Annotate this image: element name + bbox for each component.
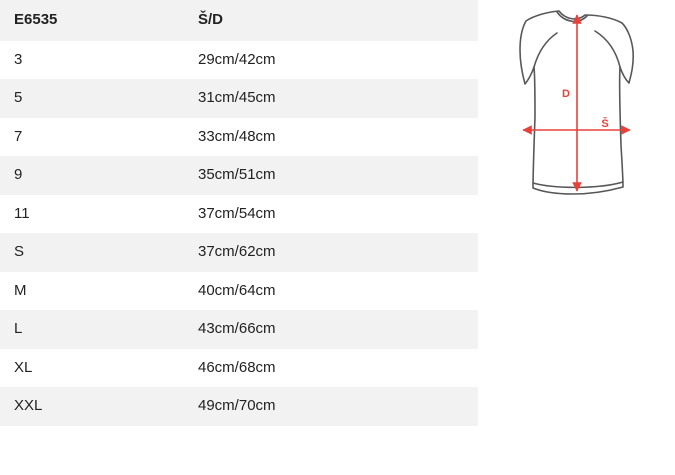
- cell-size: 11: [0, 195, 184, 234]
- table-header-row: [0, 0, 478, 41]
- table-row: [0, 41, 478, 80]
- table-row: [0, 156, 478, 195]
- garment-measurement-diagram: [495, 5, 665, 210]
- cell-measure: 37cm/54cm: [184, 195, 478, 234]
- cell-size: S: [0, 233, 184, 272]
- table-row: [0, 387, 478, 426]
- table-row: [0, 233, 478, 272]
- table-row: [0, 310, 478, 349]
- width-label: Š: [601, 118, 609, 130]
- header-measure: Š/D: [184, 0, 478, 41]
- cell-measure: 31cm/45cm: [184, 79, 478, 118]
- cell-size: 7: [0, 118, 184, 157]
- cell-size: 9: [0, 156, 184, 195]
- cell-size: XL: [0, 349, 184, 388]
- cell-size: M: [0, 272, 184, 311]
- cell-size: L: [0, 310, 184, 349]
- header-size-code: E6535: [0, 0, 184, 41]
- cell-size: 3: [0, 41, 184, 80]
- cell-measure: 37cm/62cm: [184, 233, 478, 272]
- cell-size: XXL: [0, 387, 184, 426]
- table-row: [0, 349, 478, 388]
- size-table-body: [0, 41, 478, 426]
- size-table-head: [0, 0, 478, 41]
- table-row: [0, 79, 478, 118]
- cell-measure: 40cm/64cm: [184, 272, 478, 311]
- table-row: [0, 272, 478, 311]
- table-row: [0, 118, 478, 157]
- length-label: D: [562, 88, 570, 100]
- cell-measure: 49cm/70cm: [184, 387, 478, 426]
- cell-measure: 33cm/48cm: [184, 118, 478, 157]
- cell-measure: 29cm/42cm: [184, 41, 478, 80]
- cell-measure: 43cm/66cm: [184, 310, 478, 349]
- table-row: [0, 195, 478, 234]
- cell-measure: 35cm/51cm: [184, 156, 478, 195]
- cell-size: 5: [0, 79, 184, 118]
- cell-measure: 46cm/68cm: [184, 349, 478, 388]
